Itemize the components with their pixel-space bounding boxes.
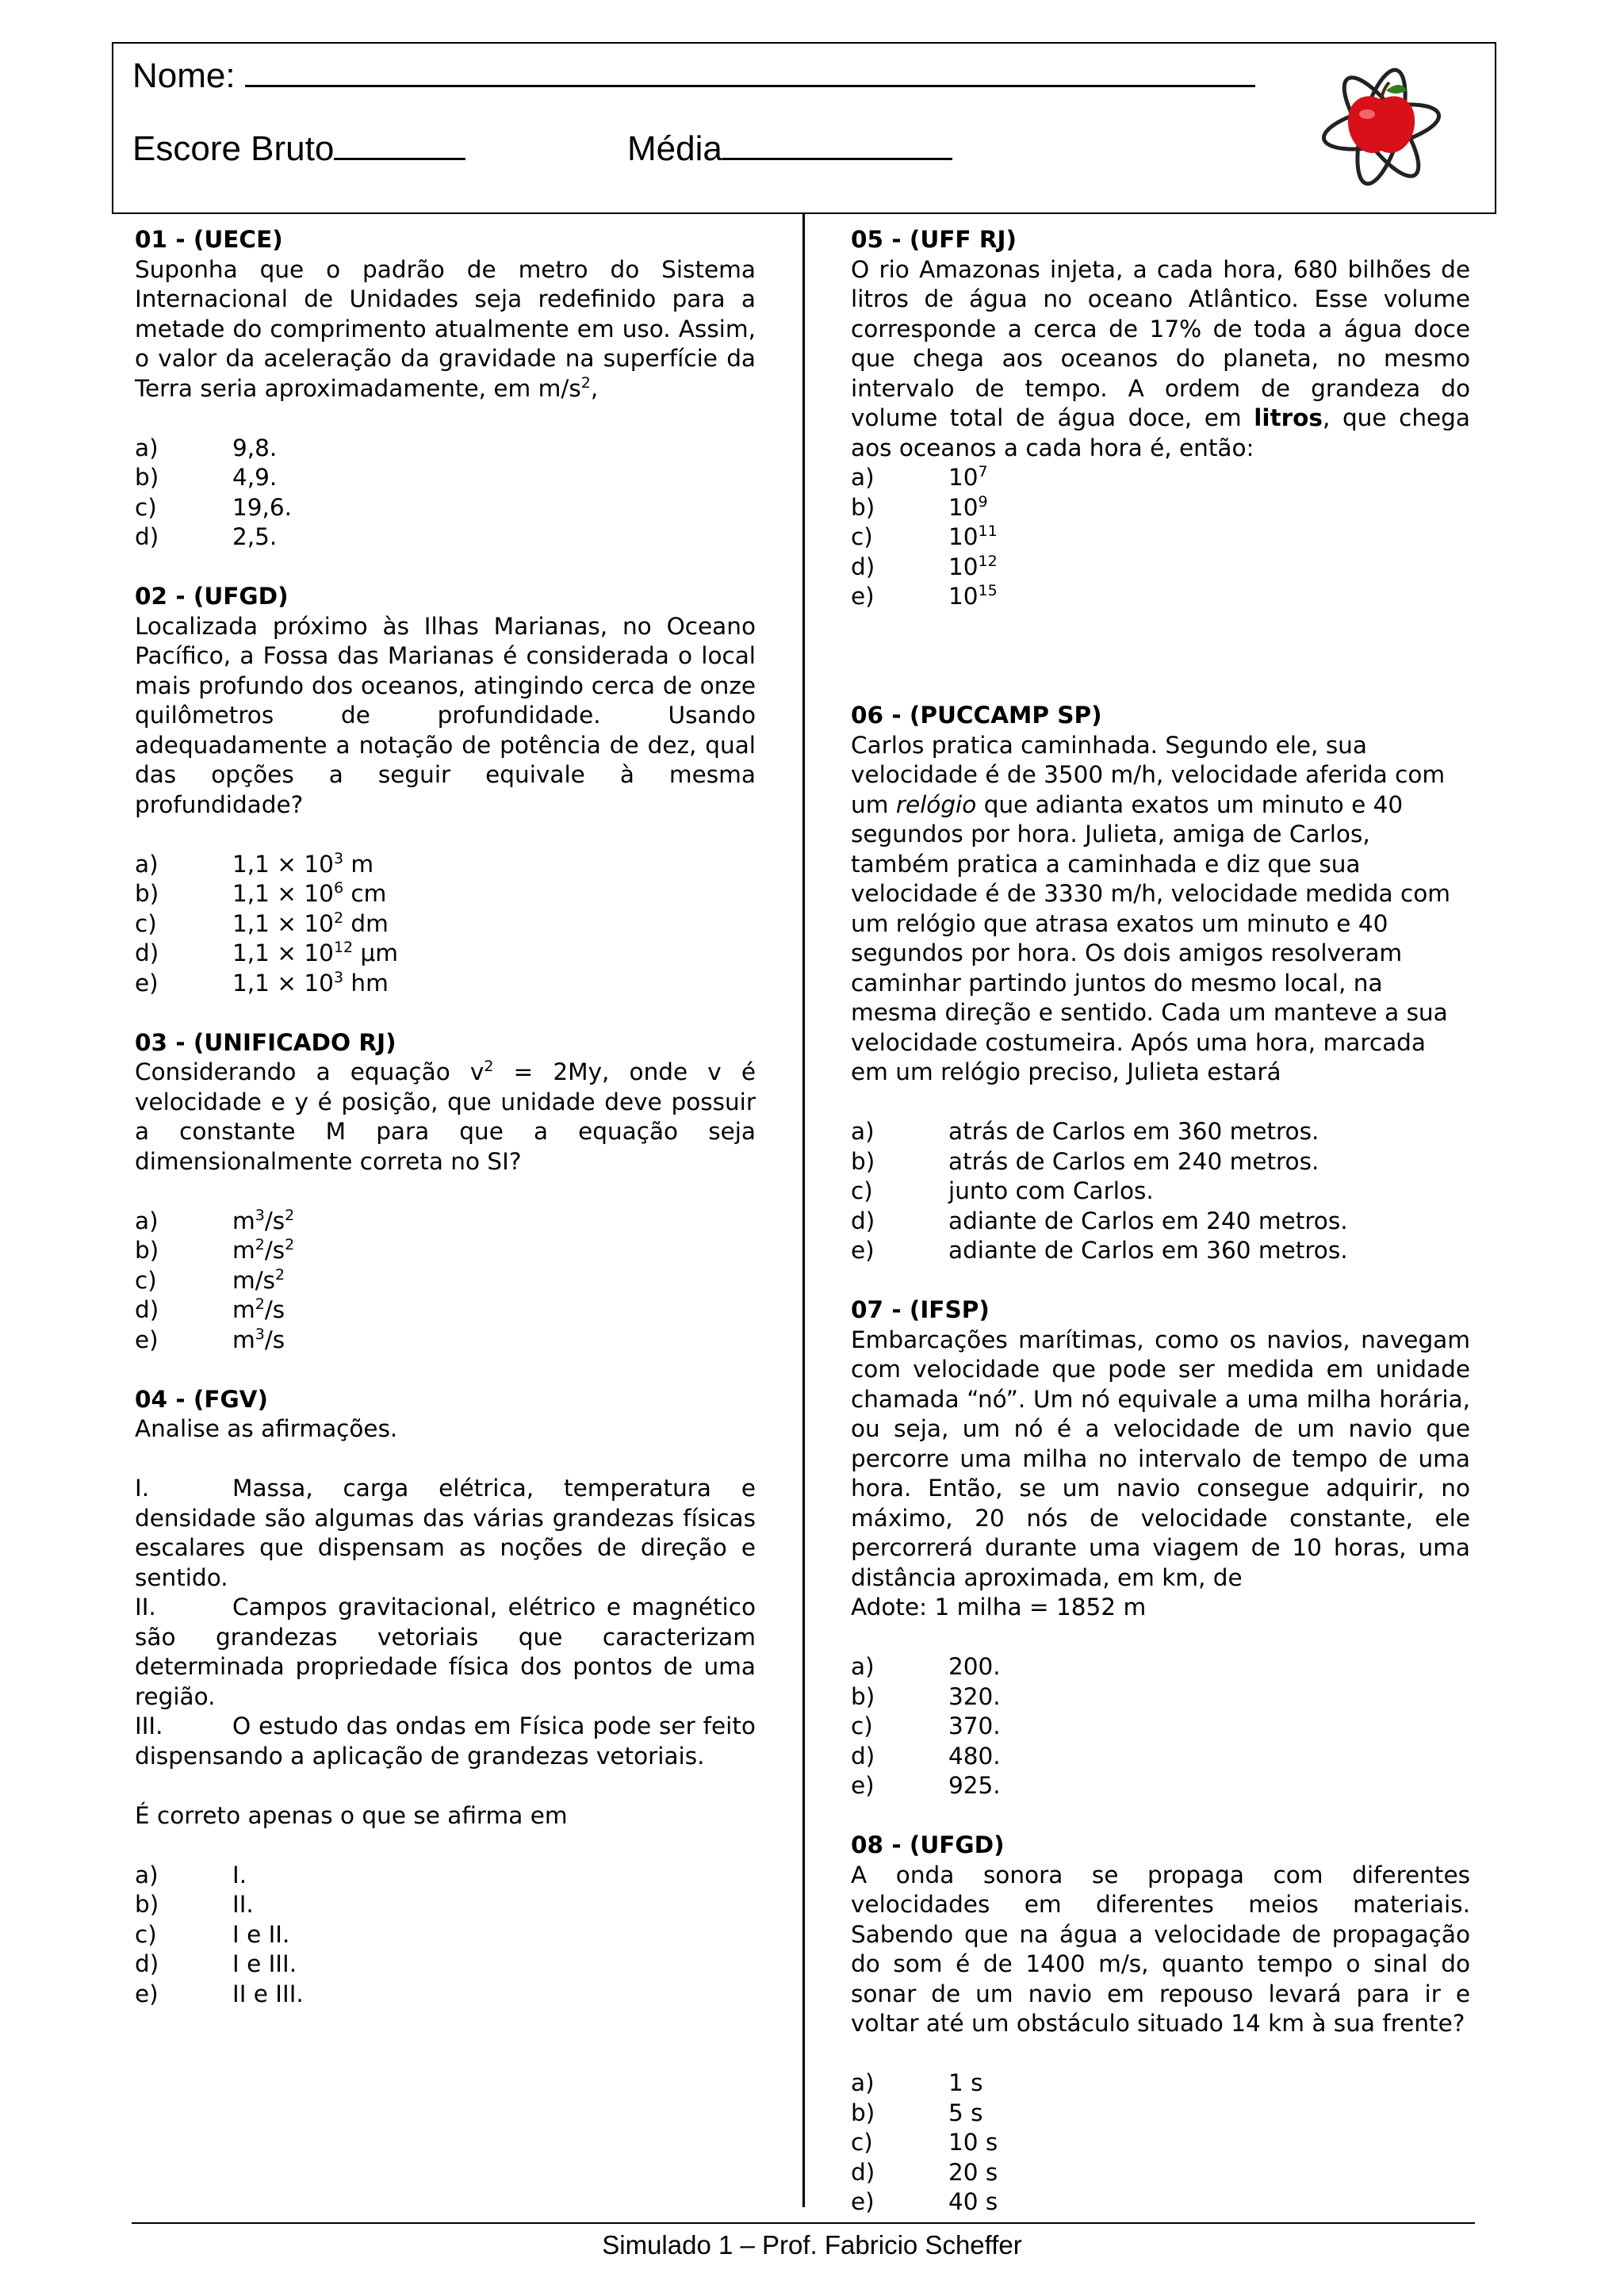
option[interactable]: d) $m^2/s$	[135, 1295, 285, 1323]
option[interactable]: d) 20 s	[851, 2158, 998, 2186]
question-title: 02 - (UFGD)	[135, 583, 289, 610]
statement: II. Campos gravitacional, elétrico e magnético são grandezas vetoriais que caracterizam determinada propriedade física dos pontos de uma região.	[135, 1594, 756, 1710]
question-stem: Considerando a equação $v^2 = 2My$, onde v é velocidade e y é posição, que unidade deve possuir a constante M para que a equação seja dimensionalmente correta no SI?	[135, 1058, 756, 1175]
option[interactable]: d) I e III.	[135, 1950, 297, 1977]
question-title: 04 - (FGV)	[135, 1385, 268, 1413]
option[interactable]: a) 200.	[851, 1653, 1001, 1680]
option[interactable]: a) $10^7$	[851, 463, 988, 491]
option[interactable]: a) 9,8.	[135, 434, 278, 461]
option[interactable]: c) 370.	[851, 1712, 1001, 1739]
option[interactable]: a) $m^3/s^2$	[135, 1206, 295, 1234]
option[interactable]: b) 5 s	[851, 2099, 983, 2126]
option[interactable]: b) $m^2/s^2$	[135, 1236, 295, 1264]
question-02	[135, 582, 756, 998]
option[interactable]: b) atrás de Carlos em 240 metros.	[851, 1147, 1320, 1175]
option[interactable]: a) I.	[135, 1861, 247, 1888]
option[interactable]: e) 40 s	[851, 2188, 998, 2215]
name-field[interactable]	[245, 80, 1255, 87]
option[interactable]: e) 925.	[851, 1772, 1001, 1799]
question-07	[851, 1295, 1470, 1801]
option[interactable]: c) I e II.	[135, 1920, 290, 1948]
question-title: 03 - (UNIFICADO RJ)	[135, 1028, 396, 1056]
statement: I. Massa, carga elétrica, temperatura e densidade são algumas das várias grandezas físicas escalares que dispensam as noções de direção e sentido.	[135, 1475, 756, 1591]
question-08	[851, 1831, 1470, 2218]
option[interactable]: a) atrás de Carlos em 360 metros.	[851, 1118, 1320, 1145]
header-box	[112, 42, 1496, 214]
question-stem: Localizada próximo às Ilhas Marianas, no Oceano Pacífico, a Fossa das Marianas é considerada o local mais profundo dos oceanos, atingindo cerca de onze quilômetros de profundidade. Usando adequadamente a notação de potência de dez, qual das opções a seguir equivale à mesma profundidade?	[135, 612, 756, 818]
question-04	[135, 1385, 756, 2010]
question-stem: O rio Amazonas injeta, a cada hora, 680 bilhões de litros de água no oceano Atlântico. Esse volume corresponde a cerca de 17% de toda a água doce que chega aos oceanos do planeta, no mesmo intervalo de tempo. A ordem de grandeza do volume total de água doce, em litros, que chega aos oceanos a cada hora é, então:	[851, 255, 1470, 461]
question-title: 01 - (UECE)	[135, 226, 283, 253]
question-title: 07 - (IFSP)	[851, 1296, 990, 1323]
question-title: 06 - (PUCCAMP SP)	[851, 702, 1102, 729]
option[interactable]: d) $1,1 \times 10^{12}$ μm	[135, 939, 399, 966]
option[interactable]: c) $m/s^2$	[135, 1265, 285, 1294]
question-stem: Embarcações marítimas, como os navios, navegam com velocidade que pode ser medida em unidade chamada “nó”. Um nó equivale a uma milha horária, ou seja, um nó é a velocidade de um navio que percorre uma milha no intervalo de tempo de uma hora. Então, se um navio consegue adquirir, no máximo, 20 nós de velocidade constante, ele percorrerá durante uma viagem de 10 horas, uma distância aproximada, em km, de Adote: 1 milha = 1852 m	[851, 1326, 1470, 1621]
option[interactable]: a) $1,1 \times 10^3$ m	[135, 849, 374, 878]
option[interactable]: d) 480.	[851, 1742, 1001, 1770]
option[interactable]: d) adiante de Carlos em 240 metros.	[851, 1207, 1348, 1234]
option[interactable]: e) adiante de Carlos em 360 metros.	[851, 1237, 1348, 1264]
column-divider	[802, 214, 805, 2207]
name-label: Nome:	[132, 56, 236, 95]
average-label: Média	[627, 129, 722, 168]
option[interactable]: c) $10^{11}$	[851, 522, 998, 550]
option[interactable]: d) 2,5.	[135, 523, 278, 550]
question-stem: A onda sonora se propaga com diferentes velocidades em diferentes meios materiais. Sabendo que na água a velocidade de propagação do som é de 1400 m/s, quanto tempo o sinal do sonar de um navio em repouso levará para ir e voltar até um obstáculo situado 14 km à sua frente?	[851, 1861, 1470, 2037]
statement: III. O estudo das ondas em Física pode ser feito dispensando a aplicação de grandezas vetoriais.	[135, 1712, 756, 1770]
option[interactable]: e) II e III.	[135, 1980, 304, 2007]
option[interactable]: c) $1,1 \times 10^2$ dm	[135, 909, 389, 937]
option[interactable]: b) $10^9$	[851, 492, 988, 521]
option[interactable]: c) junto com Carlos.	[851, 1177, 1154, 1204]
option[interactable]: d) $10^{12}$	[851, 552, 998, 580]
average-field[interactable]	[722, 153, 952, 160]
atom-apple-logo-icon	[1318, 62, 1445, 189]
option[interactable]: b) 320.	[851, 1682, 1001, 1710]
question-05	[851, 225, 1470, 612]
right-column	[851, 225, 1470, 2247]
name-line	[132, 56, 1255, 96]
footer-text: Simulado 1 – Prof. Fabricio Scheffer	[602, 2230, 1022, 2260]
question-stem: Suponha que o padrão de metro do Sistema Internacional de Unidades seja redefinido para a metade do comprimento atualmente em uso. Assim, o valor da aceleração da gravidade na superfície da Terra seria aproximadamente, em $m/s^2$,	[135, 255, 756, 402]
question-stem: Analise as afirmações. I. Massa, carga elétrica, temperatura e densidade são algumas das várias grandezas físicas escalares que dispensam as noções de direção e sentido. II. Campos gravitacional, elétrico e magnético são grandezas vetoriais que caracterizam determinada propriedade física dos pontos de uma região. III. O estudo das ondas em Física pode ser feito dispensando a aplicação de grandezas vetoriais. É correto apenas o que se afirma em	[135, 1415, 756, 1829]
option[interactable]: b) $1,1 \times 10^6$ cm	[135, 879, 387, 907]
option[interactable]: b) II.	[135, 1891, 254, 1918]
option[interactable]: c) 19,6.	[135, 493, 293, 521]
question-01	[135, 225, 756, 553]
score-field[interactable]	[334, 153, 465, 160]
option[interactable]: b) 4,9.	[135, 464, 278, 491]
question-title: 05 - (UFF RJ)	[851, 226, 1017, 253]
option[interactable]: e) $10^{15}$	[851, 582, 998, 610]
question-stem: Carlos pratica caminhada. Segundo ele, sua velocidade é de 3500 m/h, velocidade aferida com um relógio que adianta exatos um minuto e 40 segundos por hora. Julieta, amiga de Carlos, também pratica a caminhada e diz que sua velocidade é de 3330 m/h, velocidade medida com um relógio que atrasa exatos um minuto e 40 segundos por hora. Os dois amigos resolveram caminhar partindo juntos do mesmo local, na mesma direção e sentido. Cada um manteve a sua velocidade costumeira. Após uma hora, marcada em um relógio preciso, Julieta estará	[851, 731, 1450, 1085]
option[interactable]: a) 1 s	[851, 2069, 983, 2096]
option[interactable]: e) $m^3/s$	[135, 1325, 285, 1353]
option[interactable]: c) 10 s	[851, 2129, 998, 2156]
score-label: Escore Bruto	[132, 129, 335, 168]
question-title: 08 - (UFGD)	[851, 1831, 1005, 1858]
left-column	[135, 225, 756, 2039]
question-03	[135, 1028, 756, 1356]
question-06	[851, 701, 1470, 1266]
option[interactable]: e) $1,1 \times 10^3$ hm	[135, 968, 389, 997]
average-line	[627, 129, 952, 169]
footer-rule	[132, 2222, 1475, 2224]
score-line	[132, 129, 465, 169]
